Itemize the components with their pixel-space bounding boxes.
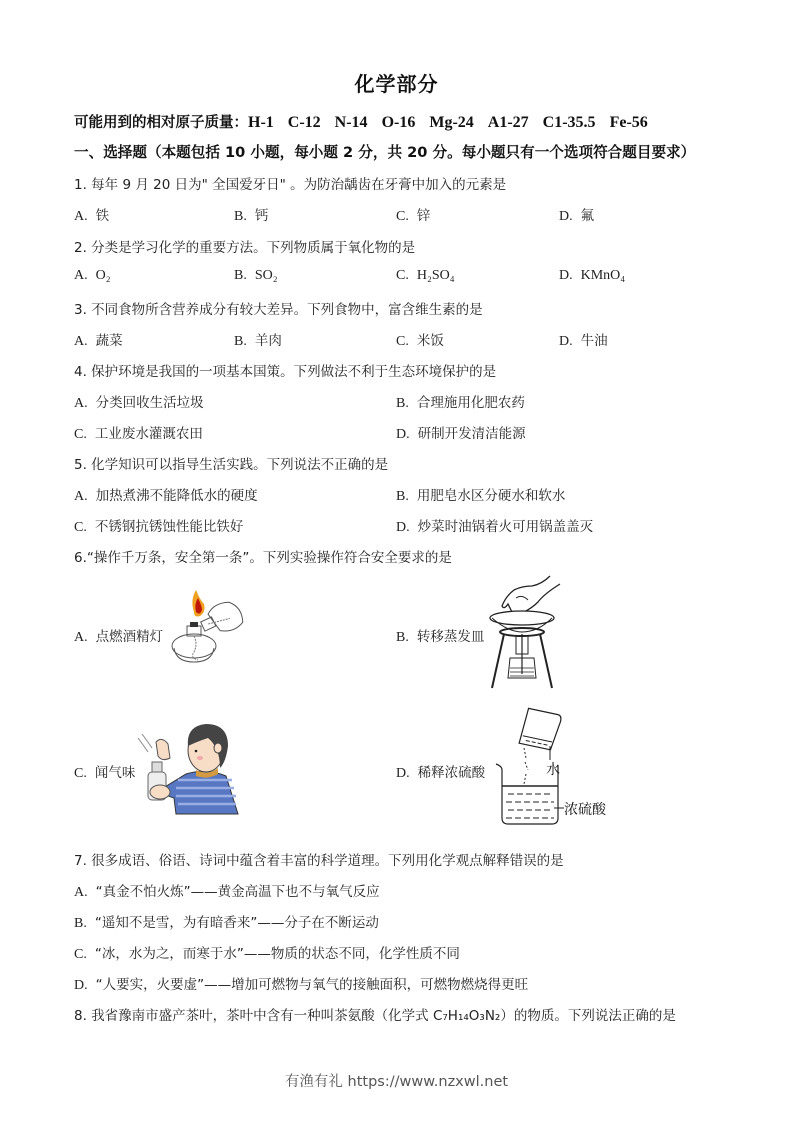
option-text: 转移蒸发皿 <box>416 629 485 645</box>
evaporating-dish-figure <box>488 574 568 692</box>
option-label: A. <box>74 489 88 504</box>
option-text: “人要实，火要虚”——增加可燃物与氧气的接触面积，可燃物燃烧得更旺 <box>95 977 529 993</box>
option-label: B. <box>396 396 409 411</box>
question-8-stem: 8. 我省豫南市盛产茶叶，茶叶中含有一种叫茶氨酸（化学式 C₇H₁₄O₃N₂）的物质。下列说法正确的是 <box>74 1008 676 1024</box>
option-label: B. <box>396 630 409 645</box>
question-4-option-a[interactable] <box>74 391 204 412</box>
question-5-option-c[interactable] <box>74 515 243 536</box>
question-6-option-c[interactable] <box>74 761 135 782</box>
footer-watermark: 有渔有礼 https://www.nzxwl.net <box>284 1074 509 1090</box>
alcohol-lamp-figure <box>164 590 254 670</box>
option-text: 加热煮沸不能降低水的硬度 <box>95 488 258 504</box>
option-label: C. <box>74 766 87 781</box>
option-label: C. <box>74 520 87 535</box>
option-text: 稀释浓硫酸 <box>417 765 486 781</box>
atomic-masses-list <box>248 115 648 131</box>
mass-item: C-12 <box>287 114 321 131</box>
mass-item: Fe-56 <box>609 114 648 131</box>
question-1-option-b[interactable] <box>234 204 268 225</box>
question-1-option-a[interactable] <box>74 204 109 225</box>
option-label: B. <box>396 489 409 504</box>
question-3-option-d[interactable] <box>559 329 608 350</box>
question-2-option-c[interactable] <box>396 267 455 284</box>
option-label: C. <box>74 427 87 442</box>
option-text: 点燃酒精灯 <box>95 629 164 645</box>
mass-item: A1-27 <box>487 114 529 131</box>
option-text: 米饭 <box>416 333 444 349</box>
question-1-stem: 1. 每年 9 月 20 日为" 全国爱牙日" 。为防治龋齿在牙膏中加入的元素是 <box>74 177 507 193</box>
option-text: SO₂ <box>254 268 278 283</box>
question-1-option-d[interactable] <box>559 204 594 225</box>
option-text: 不锈钢抗锈蚀性能比铁好 <box>94 519 244 535</box>
question-6-option-b[interactable] <box>396 625 484 646</box>
option-label: B. <box>234 268 247 283</box>
option-label: A. <box>74 396 88 411</box>
option-text: “真金不怕火炼”——黄金高温下也不与氧气反应 <box>95 884 380 900</box>
option-label: A. <box>74 885 88 900</box>
mass-item: H-1 <box>248 114 274 131</box>
question-3-stem: 3. 不同食物所含营养成分有较大差异。下列食物中，富含维生素的是 <box>74 302 483 318</box>
question-5-option-a[interactable] <box>74 484 258 505</box>
option-label: D. <box>396 520 410 535</box>
option-text: 工业废水灌溉农田 <box>94 426 203 442</box>
option-label: D. <box>559 334 573 349</box>
option-label: A. <box>74 209 88 224</box>
question-6-stem: 6.“操作千万条，安全第一条”。下列实验操作符合安全要求的是 <box>74 550 452 566</box>
option-label: C. <box>396 334 409 349</box>
option-label: B. <box>74 916 87 931</box>
question-2-option-d[interactable] <box>559 267 625 284</box>
question-4-option-b[interactable] <box>396 391 525 412</box>
question-7-option-d[interactable] <box>74 973 528 994</box>
question-4-option-d[interactable] <box>396 422 526 443</box>
option-text: 羊肉 <box>254 333 282 349</box>
option-text: H₂SO₄ <box>416 268 455 283</box>
question-3-option-b[interactable] <box>234 329 282 350</box>
mass-item: Mg-24 <box>429 114 474 131</box>
option-text: 氟 <box>580 208 595 224</box>
question-2-option-b[interactable] <box>234 267 278 284</box>
option-text: 分类回收生活垃圾 <box>95 395 204 411</box>
option-text: 合理施用化肥农药 <box>416 395 525 411</box>
page-title: 化学部分 <box>354 72 439 96</box>
question-3-option-c[interactable] <box>396 329 444 350</box>
question-5-stem: 5. 化学知识可以指导生活实践。下列说法不正确的是 <box>74 457 389 473</box>
question-3-option-a[interactable] <box>74 329 123 350</box>
dilute-sulfuric-acid-figure <box>494 706 624 828</box>
smelling-gas-figure <box>146 718 246 814</box>
mass-item: O-16 <box>381 114 416 131</box>
atomic-masses-line <box>74 111 648 132</box>
question-1-option-c[interactable] <box>396 204 430 225</box>
option-label: D. <box>559 268 573 283</box>
water-label: 水 <box>546 762 560 778</box>
question-2-stem: 2. 分类是学习化学的重要方法。下列物质属于氧化物的是 <box>74 240 416 256</box>
option-text: 炒菜时油锅着火可用锅盖盖灭 <box>417 519 594 535</box>
option-text: 钙 <box>254 208 269 224</box>
option-label: C. <box>396 209 409 224</box>
question-7-option-c[interactable] <box>74 942 460 963</box>
question-6-option-d[interactable] <box>396 761 485 782</box>
option-text: “遥知不是雪，为有暗香来”——分子在不断运动 <box>94 915 379 931</box>
option-label: C. <box>396 268 409 283</box>
question-5-option-b[interactable] <box>396 484 565 505</box>
option-text: “冰，水为之，而寒于水”——物质的状态不同，化学性质不同 <box>94 946 460 962</box>
question-7-stem: 7. 很多成语、俗语、诗词中蕴含着丰富的科学道理。下列用化学观点解释错误的是 <box>74 853 564 869</box>
option-text: 用肥皂水区分硬水和软水 <box>416 488 566 504</box>
question-2-option-a[interactable] <box>74 267 111 284</box>
option-label: C. <box>74 947 87 962</box>
option-text: 闻气味 <box>94 765 136 781</box>
mass-item: N-14 <box>334 114 368 131</box>
option-label: D. <box>396 427 410 442</box>
option-label: D. <box>559 209 573 224</box>
option-label: A. <box>74 334 88 349</box>
question-6-option-a[interactable] <box>74 625 163 646</box>
option-text: 研制开发清洁能源 <box>417 426 526 442</box>
question-4-option-c[interactable] <box>74 422 203 443</box>
section-heading: 一、选择题（本题包括 10 小题，每小题 2 分，共 20 分。每小题只有一个选项符合题目要求） <box>74 144 696 161</box>
acid-label: 浓硫酸 <box>564 802 606 818</box>
atomic-masses-label: 可能用到的相对原子质量： <box>74 115 248 131</box>
question-7-option-b[interactable] <box>74 911 379 932</box>
option-label: B. <box>234 209 247 224</box>
option-label: A. <box>74 268 88 283</box>
option-text: 牛油 <box>580 333 608 349</box>
question-7-option-a[interactable] <box>74 880 380 901</box>
option-label: D. <box>396 766 410 781</box>
option-text: KMnO₄ <box>580 268 626 283</box>
option-label: D. <box>74 978 88 993</box>
option-text: 铁 <box>95 208 110 224</box>
option-label: B. <box>234 334 247 349</box>
option-text: 蔬菜 <box>95 333 123 349</box>
option-label: A. <box>74 630 88 645</box>
question-5-option-d[interactable] <box>396 515 593 536</box>
option-text: O₂ <box>95 268 111 283</box>
mass-item: C1-35.5 <box>542 114 596 131</box>
question-4-stem: 4. 保护环境是我国的一项基本国策。下列做法不利于生态环境保护的是 <box>74 364 497 380</box>
option-text: 锌 <box>416 208 431 224</box>
